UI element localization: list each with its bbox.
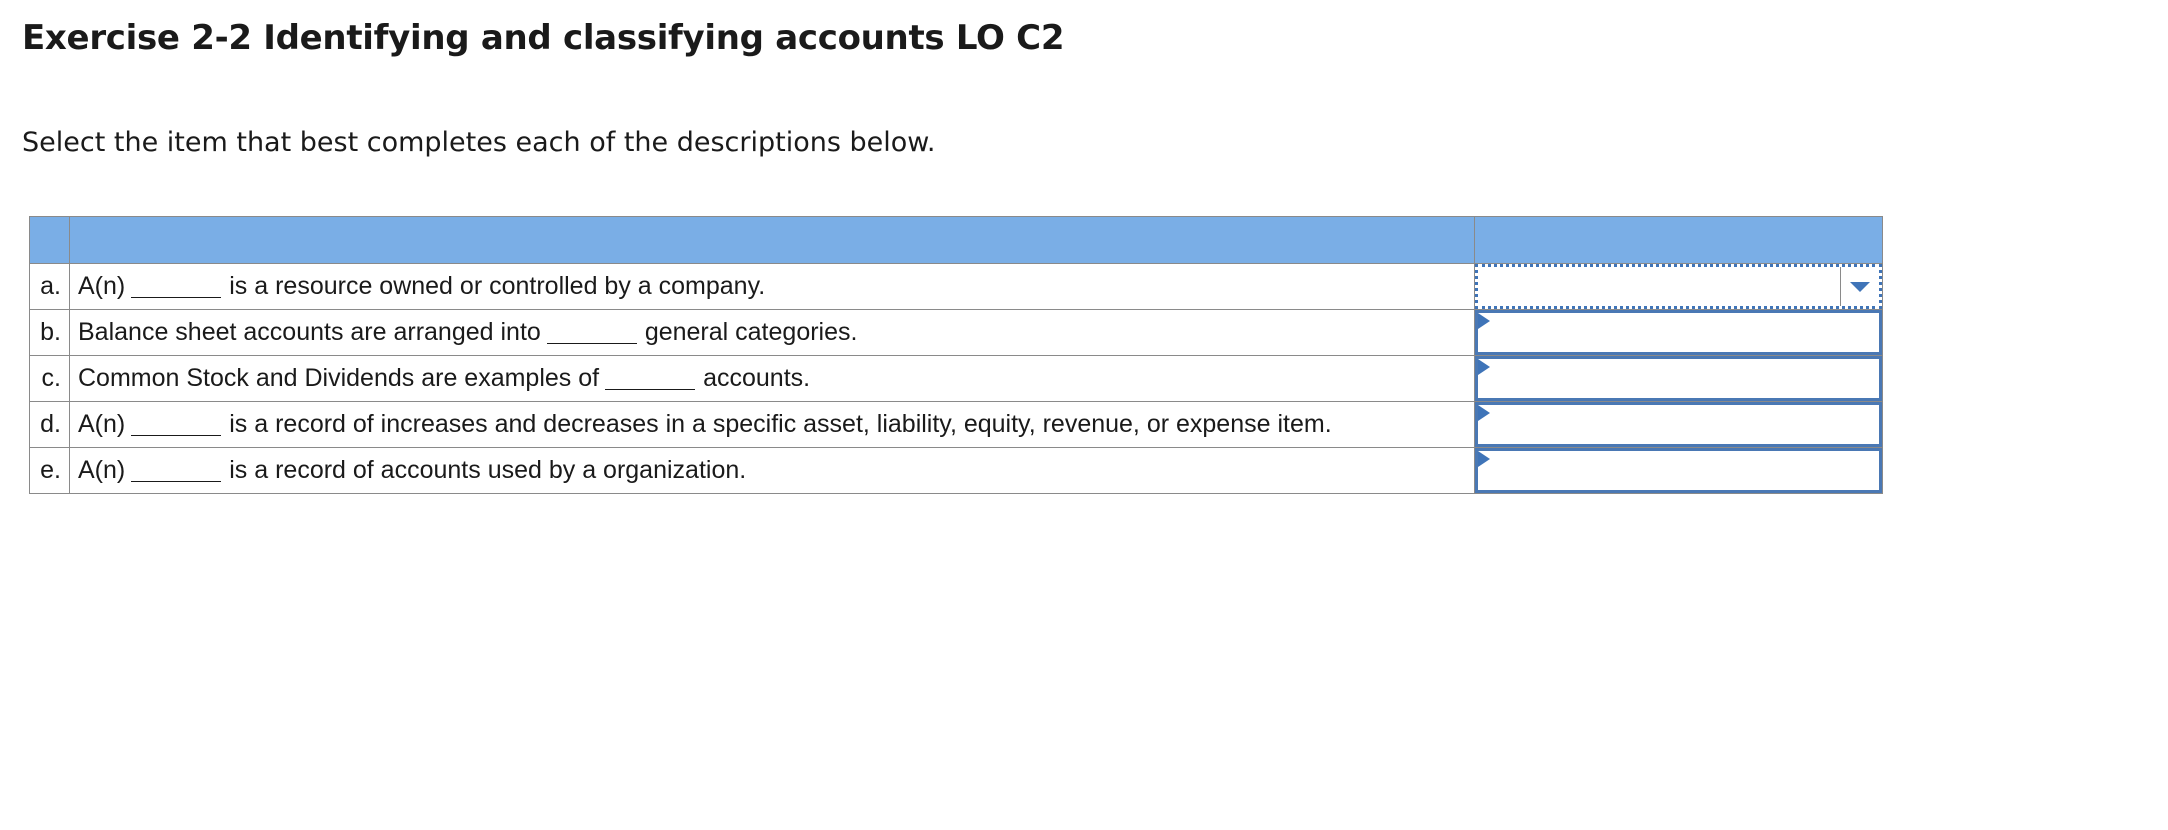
page-title: Exercise 2-2 Identifying and classifying accounts LO C2 [22,18,1065,58]
description-after: general categories. [644,318,858,346]
answer-dropdown-c[interactable] [1475,356,1882,401]
fill-blank [547,342,637,344]
table-row [30,356,1883,402]
row-letter: b. [30,310,70,356]
table-row [30,264,1883,310]
fill-blank [605,388,695,390]
fill-blank [131,296,221,298]
corner-marker-icon [1478,451,1490,467]
table-header-row [30,217,1883,264]
corner-marker-icon [1478,405,1490,421]
row-letter: c. [30,356,70,402]
table-row [30,448,1883,494]
header-cell-description [70,217,1475,264]
corner-marker-icon [1478,313,1490,329]
table-row [30,310,1883,356]
answer-cell [1475,356,1883,402]
answer-dropdown-e[interactable] [1475,448,1882,493]
row-description [70,402,1475,448]
header-cell-answer [1475,217,1883,264]
table-row [30,402,1883,448]
row-letter: a. [30,264,70,310]
row-description [70,448,1475,494]
question-table [29,216,1883,494]
answer-cell [1475,264,1883,310]
header-cell-letter [30,217,70,264]
description-after: is a resource owned or controlled by a company. [229,272,766,300]
description-after: is a record of accounts used by a organization. [229,456,747,484]
instructions-text: Select the item that best completes each of the descriptions below. [22,127,936,158]
row-letter: d. [30,402,70,448]
answer-dropdown-d[interactable] [1475,402,1882,447]
description-before: Balance sheet accounts are arranged into [78,318,541,346]
row-description [70,310,1475,356]
description-after: is a record of increases and decreases in a specific asset, liability, equity, revenue, or expense item. [229,410,1332,438]
description-before: A(n) [78,272,126,300]
row-letter: e. [30,448,70,494]
row-description [70,356,1475,402]
corner-marker-icon [1478,359,1490,375]
dropdown-button[interactable] [1840,267,1879,306]
chevron-down-icon [1850,282,1870,292]
description-before: A(n) [78,410,126,438]
answer-dropdown-a[interactable] [1475,264,1882,309]
answer-cell [1475,310,1883,356]
fill-blank [131,434,221,436]
description-after: accounts. [703,364,811,392]
fill-blank [131,480,221,482]
answer-cell [1475,402,1883,448]
answer-cell [1475,448,1883,494]
description-before: A(n) [78,456,126,484]
row-description [70,264,1475,310]
description-before: Common Stock and Dividends are examples of [78,364,600,392]
answer-dropdown-b[interactable] [1475,310,1882,355]
